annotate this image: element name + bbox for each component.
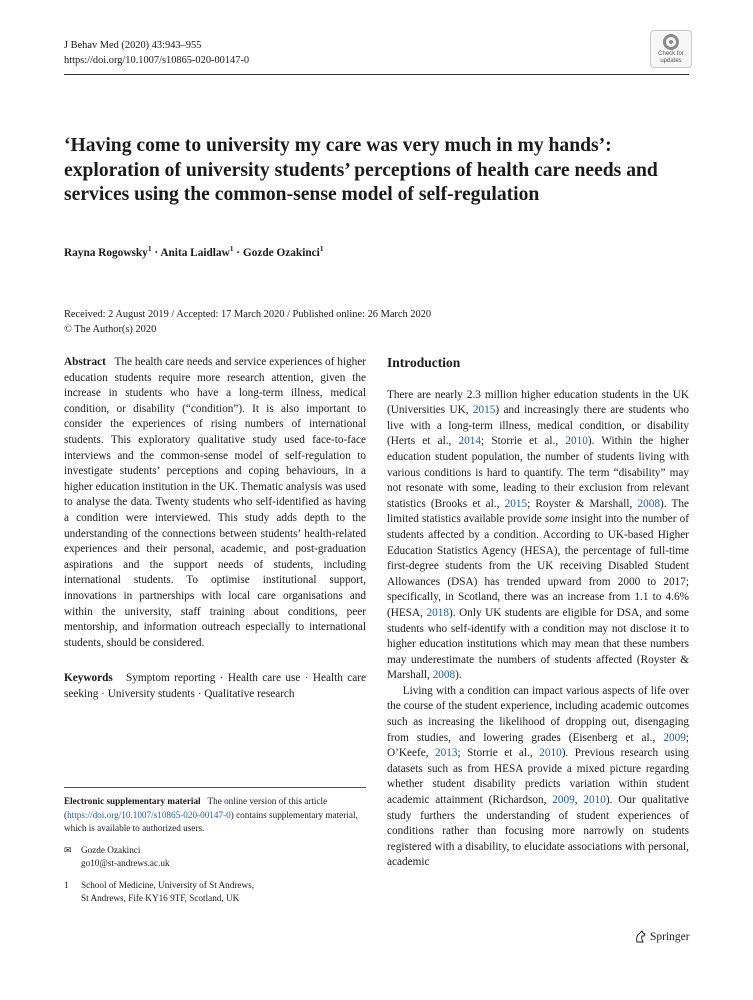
check-for-updates-badge[interactable] [650,30,692,68]
keywords [64,671,366,702]
contact-name: Gozde Ozakinci [81,844,141,855]
copyright-line: © The Author(s) 2020 [64,324,157,335]
check-updates-icon [663,34,679,50]
keywords-label: Keywords [64,672,113,685]
citation-link[interactable]: 2015 [472,404,496,417]
author-name[interactable]: Rayna Rogowsky [64,246,148,259]
citation-link[interactable]: 2008 [432,669,456,682]
citation-link[interactable]: 2010 [583,794,606,807]
journal-citation: J Behav Med (2020) 43:943–955 [64,40,202,51]
right-column [387,355,689,871]
left-column [64,355,366,702]
esm-text-post: ) contains supplementary material, which is available to authorized users. [64,809,358,833]
citation-link[interactable]: 2013 [435,747,458,760]
author-affiliation-mark: 1 [319,244,324,253]
header-rule [64,74,689,75]
running-header [64,38,249,68]
publisher-logo [634,930,690,943]
affiliation-line1: School of Medicine, University of St Andrews, [81,879,255,890]
citation-link[interactable]: 2010 [539,747,562,760]
dates-line: Received: 2 August 2019 / Accepted: 17 March 2020 / Published online: 26 March 2020 [64,309,432,320]
affiliation-line2: St Andrews, Fife KY16 9TF, Scotland, UK [81,893,240,903]
abstract-text: The health care needs and service experiences of higher education students require more research attention, given the increase in students who have a long-term illness, medical condition, or disability (“condition”). It is also important to consider the experiences of rising numbers of international students. This exploratory qualitative study used face-to-face interviews and the common-sense model of self-regulation to investigate students’ perceptions and coping behaviours, in a higher education institution in the UK. Thematic analysis was used to analyse the data. Twenty students who self-identified as having a condition were interviewed. This study adds depth to the understanding of the connections between students’ health-related experiences and their personal, academic, and post-graduation aspirations and the support needs of students, including international students. To optimise institutional support, innovations in partnerships with local care organisations and within the university, staff training about conditions, peer mentorship, and information outreach especially to international students, should be considered. [64,356,366,649]
citation-link[interactable]: 2018 [426,606,449,619]
author-affiliation-mark: 1 [229,244,234,253]
affiliation-number: 1 [64,879,69,890]
intro-paragraph-2: Living with a condition can impact various aspects of life over the course of the student experience, including academic outcomes such as increasing the likelihood of dropping out, disengaging from studies, and lowering grades (Eisenberg et al., 2009; O’Keefe, 2013; Storrie et al., 2010). Previous research using datasets such as from HESA provide a mixed picture regarding whether student disability predicts variation within student academic attainment (Richardson, 2009, 2010). Our qualitative study furthers the understanding of student experiences of conditions rather than focusing more narrowly on students registered with a disability, to elucidate associations with personal, academic [387,684,690,869]
author-separator: · [233,246,243,259]
citation-link[interactable]: 2009 [663,731,686,744]
author-separator: · [151,246,161,259]
esm-link[interactable]: https://doi.org/10.1007/s10865-020-00147-0 [67,809,231,820]
footnote-rule [64,787,366,788]
esm-note [64,795,366,836]
abstract [64,355,366,651]
author-name[interactable]: Gozde Ozakinci [242,246,320,259]
abstract-label: Abstract [64,356,106,368]
footnotes [64,795,366,906]
intro-paragraph-1: There are nearly 2.3 million higher education students in the UK (Universities UK, 2015) and increasingly there are students who live with a long-term illness, medical condition, or disability (Herts et al., 2014; Storrie et al., 2010). Within the higher education student population, the number of students living with various conditions is hard to quantify. The term “disability” may not resonate with some, leading to their exclusion from relevant statistics (Brooks et al., 2015; Royster & Marshall, 2008). The limited statistics available provide some insight into the number of students affected by a condition. According to UK-based Higher Education Statistics Agency (HESA), the percentage of full-time first-degree students from the UK receiving Disabled Student Allowances (DSA) has trended upward from 2000 to 2017; specifically, in Scotland, there was an increase from 1.1 to 4.6% (HESA, 2018). Only UK students are eligible for DSA, and some students who self-identify with a condition may not disclose it to higher education institutions which may mean that these numbers may underestimate the numbers of students affected (Royster & Marshall, 2008). [387,388,690,682]
esm-text-pre: The online version of this article ( [64,796,328,820]
affiliation [64,879,366,906]
citation-link[interactable]: 2014 [458,435,482,448]
citation-link[interactable]: 2009 [552,794,575,807]
esm-label: Electronic supplementary material [64,796,201,806]
author-affiliation-mark: 1 [147,244,152,253]
emphasis: some [544,513,569,526]
author-name[interactable]: Anita Laidlaw [160,246,230,259]
contact-email[interactable]: go10@st-andrews.ac.uk [81,858,170,868]
springer-horse-icon [634,930,646,943]
introduction-heading: Introduction [387,355,461,370]
author-list [64,244,324,259]
citation-link[interactable]: 2010 [565,435,588,448]
doi-link[interactable]: https://doi.org/10.1007/s10865-020-00147-0 [64,55,250,66]
citation-link[interactable]: 2015 [504,497,528,510]
badge-line1: Check for [658,51,684,57]
publisher-name: Springer [650,930,690,943]
envelope-icon: ✉ [64,844,72,855]
citation-link[interactable]: 2008 [637,497,660,510]
publication-dates [64,307,431,337]
keywords-text: Symptom reporting · Health care use · Health care seeking · University students · Qualitative research [64,672,366,700]
badge-line2: updates [660,57,682,64]
article-title: ‘Having come to university my care was very much in my hands’: exploration of university students’ perceptions of health care needs and services using the common-sense model of self-regulation [64,135,658,205]
corresponding-author [64,844,366,871]
